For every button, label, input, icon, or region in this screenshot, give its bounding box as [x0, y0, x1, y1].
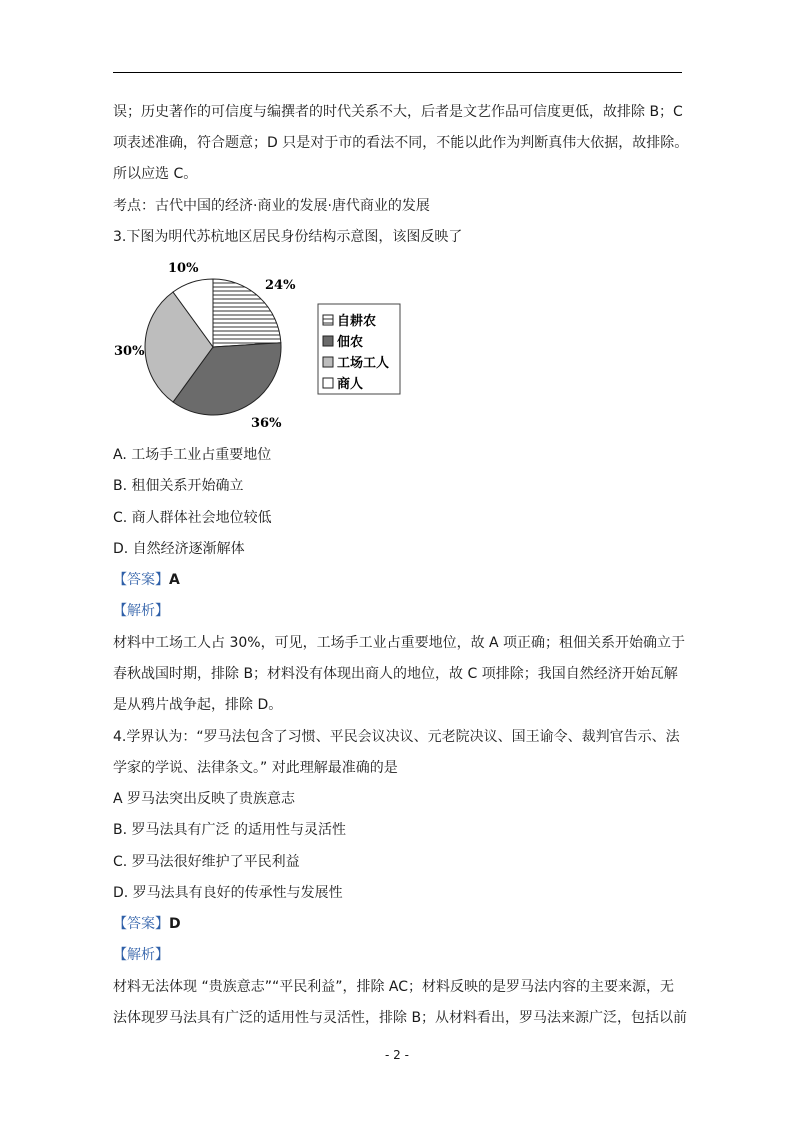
text-line: 项表述准确，符合题意；D 只是对于市的看法不同，不能以此作为判断真伟大依据，故排除。 [113, 135, 689, 151]
q4-analysis-label: 【解析】 [113, 947, 169, 963]
q4-option-b: B. 罗马法具有广泛 的适用性与灵活性 [113, 822, 346, 838]
pie-value-label: 36% [251, 416, 282, 431]
q4-option-a: A 罗马法突出反映了贵族意志 [113, 791, 296, 807]
header-rule [113, 72, 682, 73]
legend-swatch [323, 315, 333, 325]
q3-option-b: B. 租佃关系开始确立 [113, 478, 244, 494]
legend-entry: 工场工人 [337, 356, 390, 371]
question-4-stem: 学家的学说、法律条文。” 对此理解最准确的是 [113, 760, 398, 776]
q4-answer [113, 915, 181, 933]
answer-value: A [169, 572, 180, 588]
pie-value-label: 10% [168, 261, 199, 276]
q4-analysis-line: 材料无法体现 “贵族意志”“平民利益”，排除 AC；材料反映的是罗马法内容的主要来源，无 [113, 979, 675, 995]
question-3-stem: 3.下图为明代苏杭地区居民身份结构示意图，该图反映了 [113, 229, 463, 245]
q3-analysis-line: 材料中工场工人占 30%，可见，工场手工业占重要地位，故 A 项正确；租佃关系开始确立于 [113, 635, 686, 651]
text-line: 误；历史著作的可信度与编撰者的时代关系不大，后者是文艺作品可信度更低，故排除 B；C [113, 104, 683, 120]
q3-answer [113, 571, 180, 589]
pie-value-label: 24% [265, 278, 296, 293]
answer-value: D [169, 916, 181, 932]
pie-value-label: 30% [114, 344, 145, 359]
legend-swatch [323, 357, 333, 367]
q3-analysis-label: 【解析】 [113, 603, 169, 619]
legend-entry: 商人 [337, 377, 364, 392]
q3-analysis-line: 是从鸦片战争起，排除 D。 [113, 697, 283, 713]
answer-label: 【答案】 [113, 916, 169, 932]
page-number: - 2 - [385, 1048, 409, 1062]
text-line: 考点：古代中国的经济·商业的发展·唐代商业的发展 [113, 198, 430, 214]
q3-option-d: D. 自然经济逐渐解体 [113, 541, 245, 557]
text-line: 所以应选 C。 [113, 166, 198, 182]
q4-option-c: C. 罗马法很好维护了平民利益 [113, 854, 300, 870]
q3-option-c: C. 商人群体社会地位较低 [113, 510, 272, 526]
q3-option-a: A. 工场手工业占重要地位 [113, 447, 272, 463]
answer-label: 【答案】 [113, 572, 169, 588]
q4-option-d: D. 罗马法具有良好的传承性与发展性 [113, 885, 343, 901]
q4-analysis-line: 法体现罗马法具有广泛的适用性与灵活性，排除 B；从材料看出，罗马法来源广泛，包括以前 [113, 1010, 688, 1026]
legend-swatch [323, 378, 333, 388]
legend-entry: 自耕农 [337, 314, 377, 329]
legend-swatch [323, 336, 333, 346]
pie-chart [105, 250, 405, 440]
question-4-stem: 4.学界认为：“罗马法包含了习惯、平民会议决议、元老院决议、国王谕令、裁判官告示、法 [113, 729, 680, 745]
legend-entry: 佃农 [337, 335, 364, 350]
q3-analysis-line: 春秋战国时期，排除 B；材料没有体现出商人的地位，故 C 项排除；我国自然经济开始瓦解 [113, 666, 678, 682]
pie-chart-svg [105, 250, 405, 440]
